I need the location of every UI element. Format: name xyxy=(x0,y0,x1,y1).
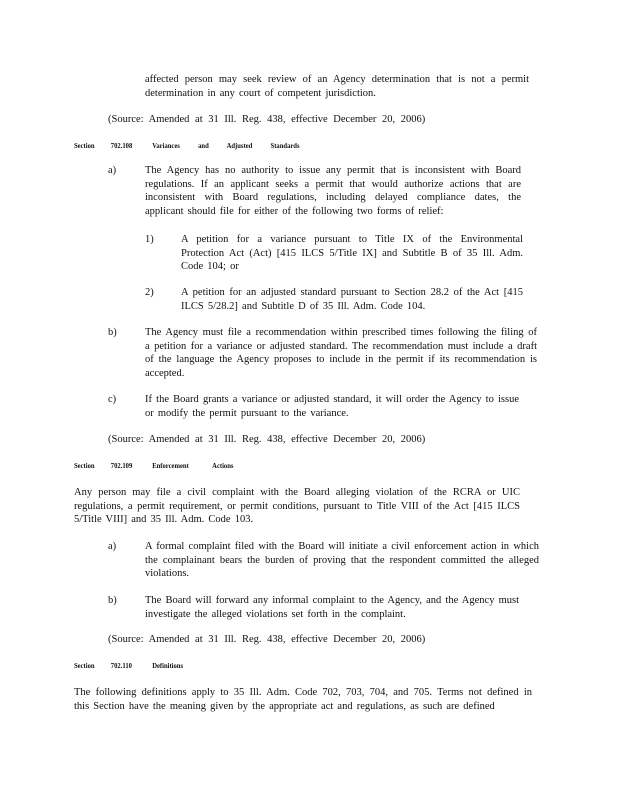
section-word: Section xyxy=(74,142,95,150)
subitem-text-1: A petition for a variance pursuant to Title IX of the Environmental Protection Act (Act) [415 ILCS 5/Title IX] and Subtitle B of 35 Ill. Adm. Code 104; or xyxy=(181,234,523,273)
section-word: Section xyxy=(74,662,95,670)
item-text-b: The Agency must file a recommendation within prescribed times following the filing of a petition for a variance or adjusted standard. The recommendation must include a draft of the language the Agency proposes to include in the permit if its recommendation is accepted. xyxy=(145,327,537,379)
section-number: 702.110 xyxy=(110,662,132,670)
item-label-a: a) xyxy=(108,165,117,176)
source-note-2: (Source: Amended at 31 Ill. Reg. 438, effective December 20, 2006) xyxy=(108,434,426,445)
subitem-label-2: 2) xyxy=(145,287,154,298)
section-110-intro: The following definitions apply to 35 Ill. Adm. Code 702, 703, 704, and 705. Terms not defined in this Section have the meaning given by the appropriate act and regulations, as such are defined xyxy=(74,687,532,712)
item-text-b: The Board will forward any informal complaint to the Agency, and the Agency must investigate the alleged violations set forth in the complaint. xyxy=(145,595,519,620)
subitem-label-1: 1) xyxy=(145,234,154,245)
section-title: Variances and Adjusted Standards xyxy=(152,142,300,150)
subitem-text-2: A petition for an adjusted standard pursuant to Section 28.2 of the Act [415 ILCS 5/28.2] and Subtitle D of 35 Ill. Adm. Code 104. xyxy=(181,287,523,312)
item-text-a: The Agency has no authority to issue any permit that is inconsistent with Board regulations. If an applicant seeks a permit that would authorize actions that are inconsistent with Board regulations, including delayed compliance dates, the applicant should file for either of the following two forms of relief: xyxy=(145,165,521,217)
item-label-b: b) xyxy=(108,327,117,338)
item-text-a: A formal complaint filed with the Board will initiate a civil enforcement action in which the complainant bears the burden of proving that the respondent committed the alleged violations. xyxy=(145,541,539,580)
continuation-paragraph: affected person may seek review of an Agency determination that is not a permit determination in any court of competent jurisdiction. xyxy=(145,74,529,99)
source-note-3: (Source: Amended at 31 Ill. Reg. 438, effective December 20, 2006) xyxy=(108,634,426,645)
section-number: 702.109 xyxy=(110,462,133,470)
item-label-a: a) xyxy=(108,541,117,552)
source-note-1: (Source: Amended at 31 Ill. Reg. 438, effective December 20, 2006) xyxy=(108,114,426,125)
section-word: Section xyxy=(74,462,95,470)
section-title: Enforcement Actions xyxy=(152,462,234,470)
item-label-c: c) xyxy=(108,394,117,405)
section-number: 702.108 xyxy=(110,142,133,150)
section-109-intro: Any person may file a civil complaint with the Board alleging violation of the RCRA or UIC regulations, a permit requirement, or permit conditions, pursuant to Title VIII of the Act [415 ILCS 5/Title VIII] and 35 Ill. Adm. Code 103. xyxy=(74,487,520,526)
section-title: Definitions xyxy=(152,662,184,670)
item-text-c: If the Board grants a variance or adjusted standard, it will order the Agency to issue or modify the permit pursuant to the variance. xyxy=(145,394,519,419)
item-label-b: b) xyxy=(108,595,117,606)
